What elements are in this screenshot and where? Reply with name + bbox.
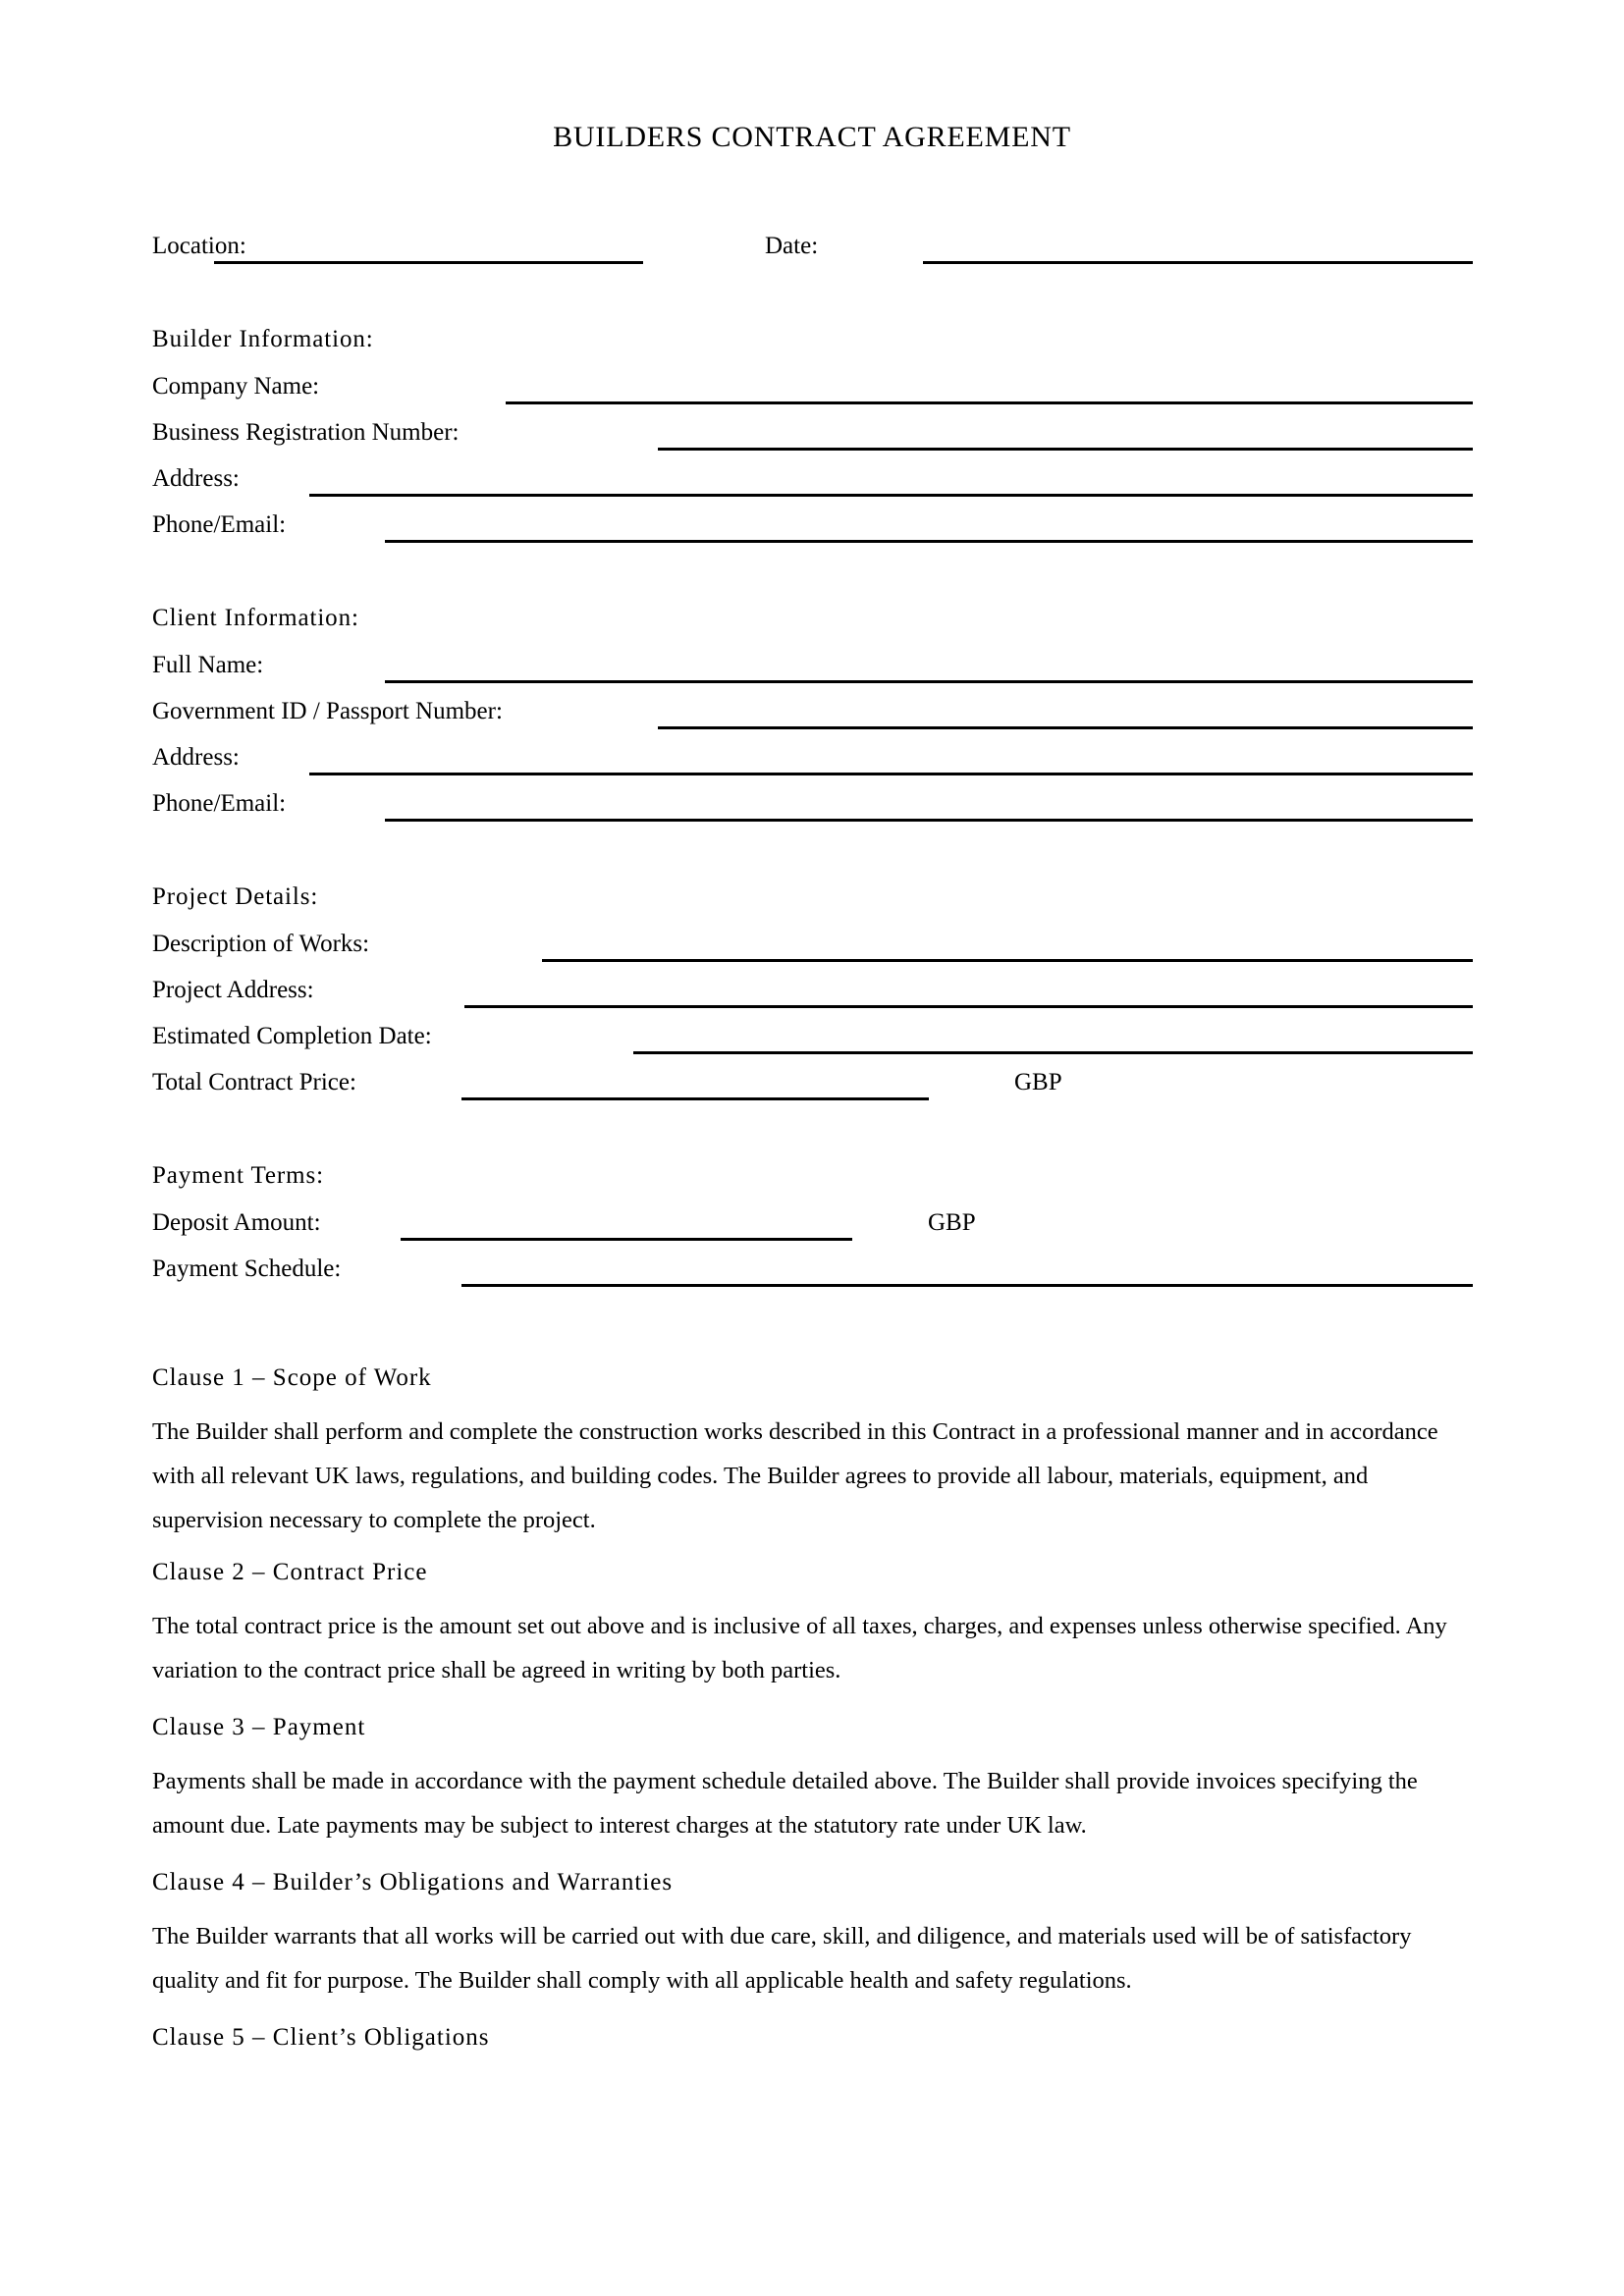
clause-2-heading: Clause 2 – Contract Price xyxy=(152,1559,428,1585)
clause-4-body: The Builder warrants that all works will be carried out with due care, skill, and diligence, and materials used will be of satisfactory quality and fit for purpose. The Builder shall comply with all applicable health and safety regulations. xyxy=(152,1923,1412,1994)
project-details-heading: Project Details: xyxy=(152,883,319,910)
date-input-rule[interactable] xyxy=(923,261,1473,264)
deposit-amount-currency: GBP xyxy=(928,1209,976,1236)
client-government-id-row xyxy=(152,697,1473,730)
company-name-label: Company Name: xyxy=(152,373,320,400)
description-of-works-label: Description of Works: xyxy=(152,931,370,957)
full-name-input-rule[interactable] xyxy=(385,680,1473,683)
location-input-rule[interactable] xyxy=(214,261,643,264)
builder-address-row xyxy=(152,464,1473,498)
clause-3-heading: Clause 3 – Payment xyxy=(152,1714,366,1740)
client-full-name-row xyxy=(152,651,1473,684)
payment-schedule-label: Payment Schedule: xyxy=(152,1255,342,1282)
project-address-input-rule[interactable] xyxy=(464,1005,1473,1008)
deposit-amount-input-rule[interactable] xyxy=(401,1238,852,1241)
clause-1-heading: Clause 1 – Scope of Work xyxy=(152,1364,432,1391)
clause-2-body: The total contract price is the amount set out above and is inclusive of all taxes, charges, and expenses unless otherwise specified. Any variation to the contract price shall be agreed in writing by both parties. xyxy=(152,1613,1447,1683)
client-address-input-rule[interactable] xyxy=(309,773,1473,775)
builder-phone-email-label: Phone/Email: xyxy=(152,511,287,538)
estimated-completion-date-row xyxy=(152,1022,1473,1055)
page-title: BUILDERS CONTRACT AGREEMENT xyxy=(553,121,1071,153)
business-registration-number-label: Business Registration Number: xyxy=(152,419,460,446)
full-name-label: Full Name: xyxy=(152,652,264,678)
builder-information-heading: Builder Information: xyxy=(152,326,374,352)
description-of-works-input-rule[interactable] xyxy=(542,959,1473,962)
project-description-row xyxy=(152,930,1473,963)
builder-company-name-row xyxy=(152,372,1473,405)
date-field-row xyxy=(765,232,1473,265)
total-contract-price-currency: GBP xyxy=(1014,1069,1062,1095)
client-phone-email-label: Phone/Email: xyxy=(152,790,287,817)
government-id-passport-number-input-rule[interactable] xyxy=(658,726,1473,729)
builder-address-label: Address: xyxy=(152,465,240,492)
company-name-input-rule[interactable] xyxy=(506,401,1473,404)
estimated-completion-date-input-rule[interactable] xyxy=(633,1051,1473,1054)
payment-schedule-input-rule[interactable] xyxy=(461,1284,1473,1287)
government-id-passport-number-label: Government ID / Passport Number: xyxy=(152,698,503,724)
project-address-label: Project Address: xyxy=(152,977,314,1003)
deposit-amount-label: Deposit Amount: xyxy=(152,1209,321,1236)
builder-address-input-rule[interactable] xyxy=(309,494,1473,497)
client-information-heading: Client Information: xyxy=(152,605,359,631)
business-registration-number-input-rule[interactable] xyxy=(658,448,1473,451)
clause-5-heading: Clause 5 – Client’s Obligations xyxy=(152,2024,490,2051)
payment-schedule-row xyxy=(152,1255,1473,1288)
client-phone-email-input-rule[interactable] xyxy=(385,819,1473,822)
total-contract-price-row xyxy=(152,1068,1473,1101)
date-label: Date: xyxy=(765,233,819,259)
builder-phone-email-input-rule[interactable] xyxy=(385,540,1473,543)
project-address-row xyxy=(152,976,1473,1009)
location-label: Location: xyxy=(152,233,246,259)
clause-4-heading: Clause 4 – Builder’s Obligations and Warranties xyxy=(152,1869,674,1896)
client-address-label: Address: xyxy=(152,744,240,771)
total-contract-price-label: Total Contract Price: xyxy=(152,1069,356,1095)
estimated-completion-date-label: Estimated Completion Date: xyxy=(152,1023,432,1049)
client-phone-email-row xyxy=(152,789,1473,823)
builder-phone-email-row xyxy=(152,510,1473,544)
clause-3-body: Payments shall be made in accordance with the payment schedule detailed above. The Builder shall provide invoices specifying the amount due. Late payments may be subject to interest charges at the statutory rate under UK law. xyxy=(152,1768,1418,1839)
clause-1-body: The Builder shall perform and complete the construction works described in this Contract in a professional manner and in accordance with all relevant UK laws, regulations, and building codes. The Builder agrees to provide all labour, materials, equipment, and supervision necessary to complete the project. xyxy=(152,1418,1438,1533)
payment-terms-heading: Payment Terms: xyxy=(152,1162,324,1189)
client-address-row xyxy=(152,743,1473,776)
builder-registration-number-row xyxy=(152,418,1473,452)
deposit-amount-row xyxy=(152,1208,1473,1242)
total-contract-price-input-rule[interactable] xyxy=(461,1097,929,1100)
